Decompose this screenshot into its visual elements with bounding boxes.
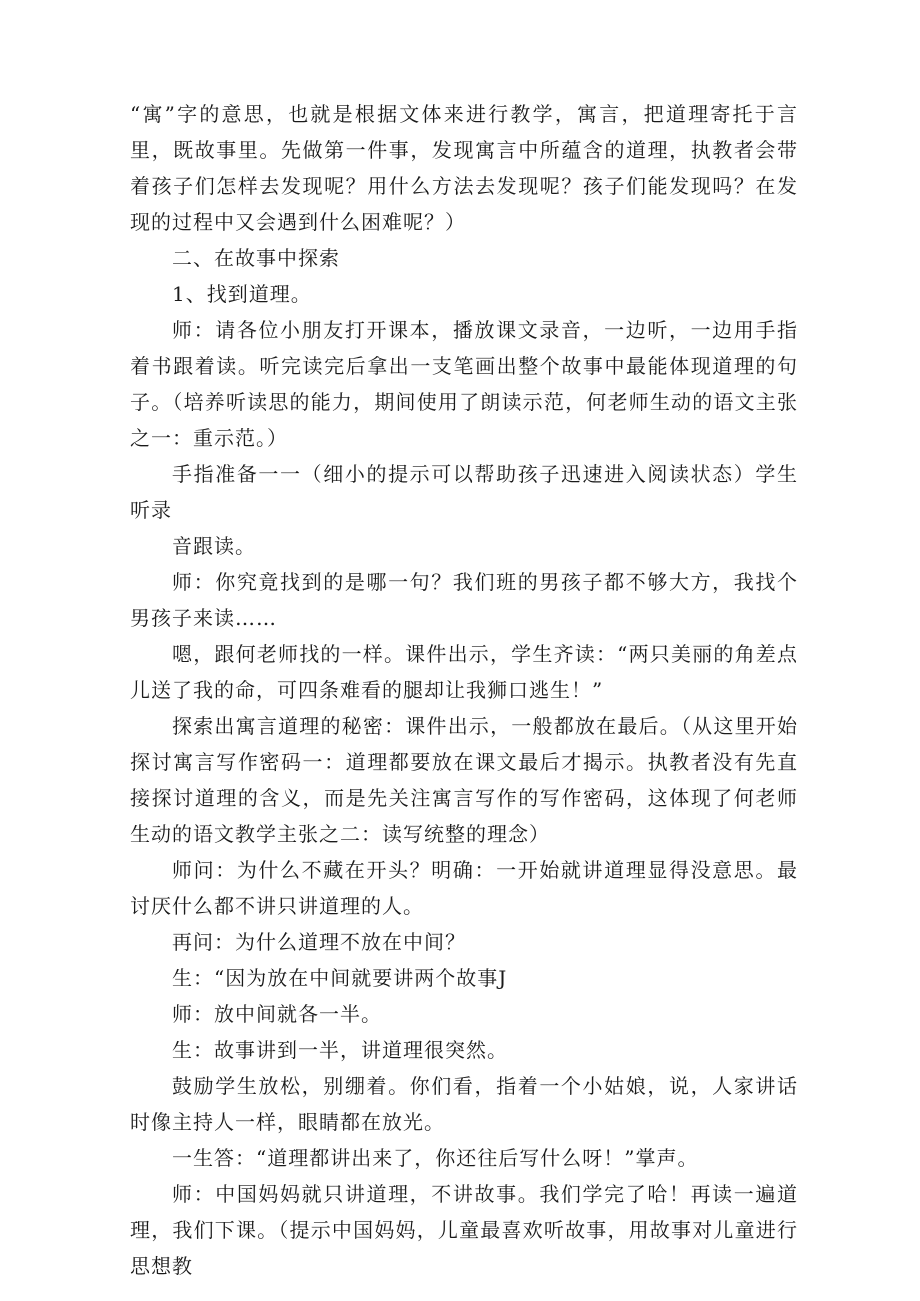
section-heading: 二、在故事中探索	[172, 246, 340, 270]
subsection-heading: 1、找到道理。	[172, 282, 312, 306]
paragraph: 鼓励学生放松，别绷着。你们看，指着一个小姑娘，说，人家讲话时像主持人一样，眼睛都在放光。	[130, 1074, 798, 1134]
paragraph: 师：中国妈妈就只讲道理，不讲故事。我们学完了哈！再读一遍道理，我们下课。（提示中国妈妈，儿童最喜欢听故事，用故事对儿童进行思想教	[130, 1182, 798, 1278]
paragraph: 师：你究竟找到的是哪一句？我们班的男孩子都不够大方，我找个男孩子来读……	[130, 570, 798, 630]
paragraph: 嗯，跟何老师找的一样。课件出示，学生齐读：“两只美丽的角差点儿送了我的命，可四条难看的腿却让我狮口逃生！”	[130, 642, 798, 702]
paragraph: 生：故事讲到一半，讲道理很突然。	[172, 1038, 508, 1062]
document-body	[130, 96, 798, 1284]
paragraph: 生：“因为放在中间就要讲两个故事J	[172, 966, 508, 990]
paragraph: 师：请各位小朋友打开课本，播放课文录音，一边听，一边用手指着书跟着读。听完读完后拿出一支笔画出整个故事中最能体现道理的句子。（培养听读思的能力，期间使用了朗读示范，何老师生动的语文主张之一：重示范。）	[130, 318, 798, 450]
paragraph: 师：放中间就各一半。	[172, 1002, 382, 1026]
paragraph: 手指准备一一（细小的提示可以帮助孩子迅速进入阅读状态）学生听录	[130, 462, 798, 522]
paragraph-continuation: “寓”字的意思，也就是根据文体来进行教学，寓言，把道理寄托于言里，既故事里。先做第一件事，发现寓言中所蕴含的道理，执教者会带着孩子们怎样去发现呢？用什么方法去发现呢？孩子们能发现吗？在发现的过程中又会遇到什么困难呢？）	[130, 102, 798, 234]
paragraph: 再问：为什么道理不放在中间？	[172, 930, 466, 954]
paragraph: 探索出寓言道理的秘密：课件出示，一般都放在最后。（从这里开始探讨寓言写作密码一：道理都要放在课文最后才揭示。执教者没有先直接探讨道理的含义，而是先关注寓言写作的写作密码，这体现了何老师生动的语文教学主张之二：读写统整的理念）	[130, 714, 798, 846]
paragraph: 一生答：“道理都讲出来了，你还往后写什么呀！”掌声。	[172, 1146, 699, 1170]
paragraph: 师问：为什么不藏在开头？明确：一开始就讲道理显得没意思。最讨厌什么都不讲只讲道理的人。	[130, 858, 798, 918]
paragraph: 音跟读。	[172, 534, 256, 558]
